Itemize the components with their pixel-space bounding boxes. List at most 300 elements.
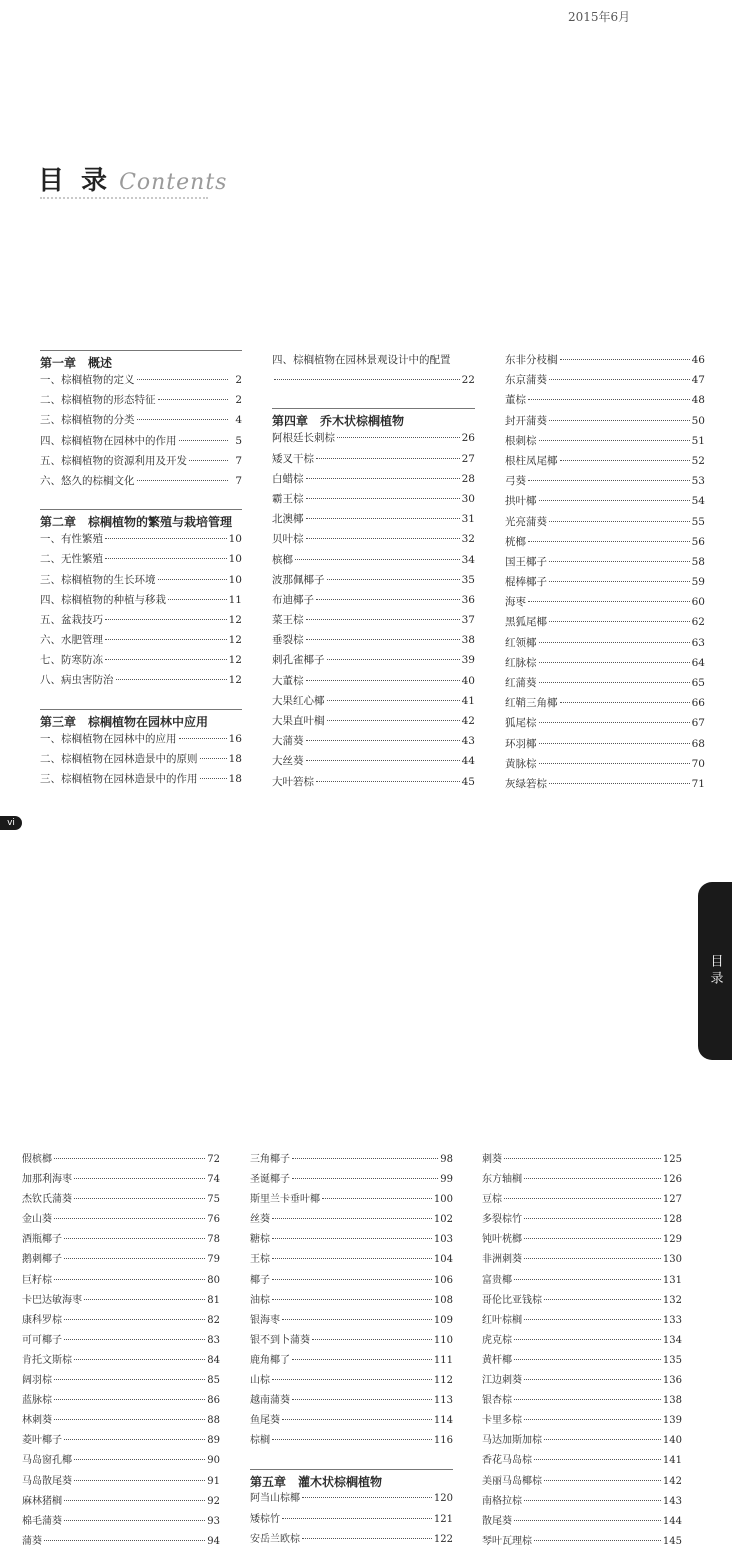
toc-entry[interactable]: [505, 411, 705, 431]
toc-entry[interactable]: [250, 1311, 453, 1331]
toc-entry[interactable]: [40, 431, 242, 451]
toc-entry[interactable]: [272, 650, 475, 670]
toc-entry[interactable]: [505, 693, 705, 713]
dot-leader: [54, 1399, 205, 1400]
toc-entry[interactable]: [272, 731, 475, 751]
dot-leader: [316, 781, 460, 782]
toc-entry-page: 34: [461, 553, 475, 566]
toc-entry-title: 六、水肥管理: [40, 634, 103, 647]
dot-leader: [292, 1158, 438, 1159]
toc-entry-title: 南格拉棕: [482, 1495, 522, 1507]
toc-entry[interactable]: [482, 1411, 682, 1431]
toc-entry[interactable]: [272, 469, 475, 489]
toc-entry-page: 116: [433, 1435, 453, 1447]
toc-entry[interactable]: [482, 1512, 682, 1532]
dot-leader: [544, 1480, 661, 1481]
toc-entry-title: 大丝葵: [272, 755, 304, 768]
toc-entry-title: 斯里兰卡垂叶椰: [250, 1194, 320, 1206]
toc-entry[interactable]: [250, 1391, 453, 1411]
dot-leader: [274, 379, 460, 380]
dot-leader: [549, 621, 690, 622]
toc-entry[interactable]: [505, 633, 705, 653]
toc-entry-page: 140: [662, 1435, 682, 1447]
toc-entry[interactable]: [22, 1311, 220, 1331]
toc-entry-title: 散尾葵: [482, 1515, 512, 1527]
toc-entry-page: 2: [235, 394, 242, 407]
toc-entry-title: 虎克棕: [482, 1334, 512, 1346]
dot-leader: [137, 419, 229, 420]
toc-entry[interactable]: [40, 451, 242, 471]
toc-entry[interactable]: [482, 1351, 682, 1371]
toc-entry[interactable]: [40, 370, 242, 390]
toc-entry[interactable]: [40, 630, 242, 650]
dot-leader: [544, 1299, 661, 1300]
toc-entry[interactable]: [505, 653, 705, 673]
dot-leader: [524, 1379, 661, 1380]
toc-entry-title: 狐尾棕: [505, 717, 537, 730]
dot-leader: [105, 538, 227, 539]
dot-leader: [54, 1158, 205, 1159]
toc-entry[interactable]: [40, 570, 242, 590]
toc-entry-page: 111: [433, 1354, 453, 1366]
chapter-heading[interactable]: 第三章 棕榈植物在园林中应用: [40, 709, 242, 729]
toc-entry-page: 31: [461, 513, 475, 526]
toc-entry[interactable]: [22, 1512, 220, 1532]
toc-entry-page: 7: [235, 454, 242, 467]
toc-entry-page: 139: [662, 1415, 682, 1427]
toc-entry[interactable]: [250, 1530, 453, 1546]
toc-entry[interactable]: [40, 590, 242, 610]
toc-entry[interactable]: [250, 1411, 453, 1431]
toc-entry[interactable]: [505, 774, 705, 794]
toc-entry[interactable]: [40, 410, 242, 430]
chapter-heading[interactable]: 第一章 概述: [40, 350, 242, 370]
toc-entry-page: 32: [461, 533, 475, 546]
dot-leader: [74, 1359, 205, 1360]
toc-entry-title: 大果红心椰: [272, 694, 325, 707]
toc-entry-title: 麻林猪榈: [22, 1495, 62, 1507]
toc-entry-page: 106: [433, 1274, 453, 1286]
toc-entry[interactable]: [505, 350, 705, 370]
toc-entry-title: 槟榔: [272, 553, 293, 566]
toc-entry[interactable]: [482, 1150, 682, 1170]
dot-leader: [64, 1500, 205, 1501]
toc-entry-title: 阿根廷长刺棕: [272, 432, 335, 445]
toc-entry-page: 83: [207, 1334, 220, 1346]
toc-entry[interactable]: [482, 1472, 682, 1492]
page-number-tab: vi: [0, 816, 22, 830]
toc-entry-page: 44: [461, 755, 475, 768]
dot-leader: [168, 599, 227, 600]
toc-entry[interactable]: [250, 1250, 453, 1270]
dot-leader: [539, 662, 690, 663]
dot-leader: [504, 1158, 661, 1159]
dot-leader: [549, 420, 690, 421]
toc-entry[interactable]: [22, 1271, 220, 1291]
toc-entry[interactable]: [505, 532, 705, 552]
dot-leader: [189, 460, 228, 461]
section-gap: [40, 691, 242, 703]
toc-entry-title: 大叶箬棕: [272, 775, 314, 788]
chapter-heading[interactable]: 第四章 乔木状棕榈植物: [272, 408, 475, 428]
dot-leader: [514, 1399, 661, 1400]
toc-entry-title: 刺孔雀椰子: [272, 654, 325, 667]
toc-entry[interactable]: [272, 428, 475, 448]
dot-leader: [179, 440, 229, 441]
toc-entry[interactable]: [250, 1190, 453, 1210]
toc-entry-page: 7: [235, 474, 242, 487]
toc-entry-title: 灰绿箬棕: [505, 777, 547, 790]
toc-entry[interactable]: [482, 1190, 682, 1210]
toc-entry-title: 马达加斯加棕: [482, 1435, 542, 1447]
toc-entry[interactable]: [482, 1371, 682, 1391]
toc-entry[interactable]: [505, 734, 705, 754]
dot-leader: [272, 1439, 432, 1440]
dot-leader: [137, 379, 229, 380]
toc-entry-page: 41: [461, 694, 475, 707]
toc-entry-title: 银不到卜蒲葵: [250, 1334, 310, 1346]
toc-entry-page: 79: [207, 1254, 220, 1266]
toc-entry[interactable]: [272, 489, 475, 509]
toc-entry[interactable]: [22, 1411, 220, 1431]
toc-entry[interactable]: [40, 610, 242, 630]
dot-leader: [312, 1339, 432, 1340]
toc-entry-title: 红叶棕榈: [482, 1314, 522, 1326]
toc-entry-page: 60: [691, 596, 705, 609]
toc-entry[interactable]: [250, 1271, 453, 1291]
toc-entry[interactable]: [250, 1210, 453, 1230]
toc-entry-title: 红鞘三角椰: [505, 697, 558, 710]
toc-entry[interactable]: [505, 370, 705, 390]
toc-entry[interactable]: [22, 1532, 220, 1546]
toc-entry-page: 37: [461, 614, 475, 627]
toc-entry[interactable]: [22, 1250, 220, 1270]
toc-entry[interactable]: [482, 1291, 682, 1311]
toc-entry[interactable]: [40, 650, 242, 670]
toc-entry[interactable]: [272, 590, 475, 610]
toc-entry-page: 28: [461, 472, 475, 485]
toc-entry[interactable]: [22, 1391, 220, 1411]
toc-entry[interactable]: [250, 1351, 453, 1371]
toc-entry-page: 112: [433, 1375, 453, 1387]
toc-entry[interactable]: [505, 491, 705, 511]
toc-entry-page: 99: [440, 1174, 453, 1186]
toc-entry-page: 68: [691, 737, 705, 750]
toc-entry[interactable]: [250, 1510, 453, 1530]
toc-entry-page: 16: [228, 732, 242, 745]
toc-entry[interactable]: [272, 671, 475, 691]
toc-entry-title: 阔羽棕: [22, 1375, 52, 1387]
dot-leader: [272, 1279, 432, 1280]
toc-entry[interactable]: [482, 1230, 682, 1250]
toc-entry[interactable]: [22, 1291, 220, 1311]
toc-entry-page: 48: [691, 394, 705, 407]
toc-entry[interactable]: [250, 1431, 453, 1451]
toc-entry-title: 康科罗棕: [22, 1314, 62, 1326]
toc-entry-page: 98: [440, 1154, 453, 1165]
toc-entry[interactable]: [272, 550, 475, 570]
toc-entry-title: 根刺棕: [505, 434, 537, 447]
toc-entry[interactable]: [482, 1532, 682, 1546]
dot-leader: [64, 1339, 205, 1340]
toc-entry[interactable]: [482, 1492, 682, 1512]
toc-entry-page: 64: [691, 656, 705, 669]
toc-entry-title: 糖棕: [250, 1234, 270, 1246]
toc-entry[interactable]: [40, 471, 242, 491]
toc-entry-title: 矮叉干棕: [272, 452, 314, 465]
toc-entry-title: 多裂棕竹: [482, 1214, 522, 1226]
toc-entry[interactable]: [482, 1170, 682, 1190]
dot-leader: [514, 1520, 661, 1521]
toc-entry[interactable]: [250, 1489, 453, 1509]
toc-entry-title: 二、无性繁殖: [40, 553, 103, 566]
toc-entry[interactable]: [250, 1150, 453, 1170]
dot-leader: [534, 1540, 661, 1541]
toc-entry[interactable]: [40, 549, 242, 569]
dot-leader: [306, 760, 460, 761]
toc-column-6: [482, 1150, 682, 1546]
toc-entry[interactable]: [272, 691, 475, 711]
toc-entry[interactable]: [272, 370, 475, 390]
toc-entry[interactable]: [505, 713, 705, 733]
dot-leader: [74, 1198, 205, 1199]
dot-leader: [534, 1459, 661, 1460]
toc-entry[interactable]: [482, 1431, 682, 1451]
toc-entry[interactable]: [482, 1331, 682, 1351]
dot-leader: [64, 1520, 205, 1521]
dot-leader: [306, 498, 460, 499]
toc-column-2: [272, 350, 475, 792]
toc-entry-page: 109: [433, 1314, 453, 1326]
toc-entry-title: 加那利海枣: [22, 1174, 72, 1186]
toc-entry[interactable]: [22, 1331, 220, 1351]
toc-entry-page: 127: [662, 1194, 682, 1206]
dot-leader: [64, 1238, 205, 1239]
dot-leader: [327, 700, 460, 701]
toc-entry-title: 黄杆椰: [482, 1354, 512, 1366]
toc-entry-page: 18: [228, 773, 242, 785]
toc-entry[interactable]: [40, 769, 242, 789]
toc-entry-title: 黑狐尾椰: [505, 616, 547, 629]
toc-entry-title: 巨籽棕: [22, 1274, 52, 1286]
toc-entry[interactable]: [505, 552, 705, 572]
section-gap: [250, 1451, 453, 1463]
dot-leader: [74, 1480, 205, 1481]
toc-entry-title: 大果直叶榈: [272, 715, 325, 727]
toc-entry[interactable]: [22, 1431, 220, 1451]
toc-entry[interactable]: [40, 670, 242, 690]
toc-entry[interactable]: [22, 1371, 220, 1391]
toc-entry-title: 八、病虫害防治: [40, 674, 114, 687]
dot-leader: [54, 1419, 205, 1420]
toc-entry[interactable]: [22, 1451, 220, 1471]
toc-entry-page: 89: [207, 1435, 220, 1447]
toc-entry[interactable]: [250, 1331, 453, 1351]
toc-entry[interactable]: [505, 754, 705, 774]
toc-entry[interactable]: [250, 1291, 453, 1311]
toc-entry-page: 130: [662, 1254, 682, 1266]
toc-entry[interactable]: [272, 711, 475, 731]
toc-entry[interactable]: [250, 1170, 453, 1190]
dot-leader: [322, 1198, 432, 1199]
toc-entry[interactable]: [505, 431, 705, 451]
toc-entry-page: 102: [433, 1214, 453, 1226]
dot-leader: [504, 1198, 661, 1199]
dot-leader: [272, 1299, 432, 1300]
toc-entry-title: 越南蒲葵: [250, 1395, 290, 1407]
toc-entry-page: 62: [691, 616, 705, 629]
toc-entry-title: 二、棕榈植物的形态特征: [40, 394, 156, 407]
toc-entry[interactable]: [272, 509, 475, 529]
toc-entry-title: 金山葵: [22, 1214, 52, 1226]
toc-entry-page: 110: [433, 1334, 453, 1346]
toc-entry[interactable]: [22, 1170, 220, 1190]
toc-entry[interactable]: [482, 1210, 682, 1230]
toc-entry[interactable]: [272, 751, 475, 771]
toc-entry[interactable]: [250, 1230, 453, 1250]
toc-entry[interactable]: [482, 1311, 682, 1331]
dot-leader: [292, 1359, 432, 1360]
toc-entry-title: 北澳椰: [272, 513, 304, 526]
toc-entry-page: 10: [228, 573, 242, 586]
toc-entry-page: 128: [662, 1214, 682, 1226]
toc-entry-title: 矮棕竹: [250, 1513, 280, 1525]
toc-entry[interactable]: [22, 1150, 220, 1170]
toc-entry[interactable]: [482, 1271, 682, 1291]
toc-entry-page: 88: [207, 1415, 220, 1427]
toc-entry-page: 4: [235, 414, 242, 427]
dot-leader: [549, 581, 690, 582]
toc-entry-page: 36: [461, 593, 475, 606]
toc-entry[interactable]: [250, 1371, 453, 1391]
toc-entry-title: 六、悠久的棕榈文化: [40, 474, 135, 487]
toc-entry[interactable]: [22, 1351, 220, 1371]
toc-entry[interactable]: [482, 1250, 682, 1270]
toc-entry-page: 92: [207, 1495, 220, 1507]
toc-entry-page: 47: [691, 374, 705, 387]
toc-entry[interactable]: [40, 390, 242, 410]
toc-entry-title: 二、棕榈植物在园林造景中的原则: [40, 752, 198, 765]
dot-leader: [292, 1399, 432, 1400]
toc-entry-page: 84: [207, 1354, 220, 1366]
dot-leader: [539, 743, 690, 744]
toc-entry-page: 145: [662, 1535, 682, 1546]
toc-entry-title: 琴叶瓦理棕: [482, 1535, 532, 1546]
title-rule: [40, 197, 208, 199]
dot-leader: [306, 619, 460, 620]
dot-leader: [524, 1218, 661, 1219]
toc-entry-title: 东非分枝榈: [505, 354, 558, 366]
toc-entry-title: 马岛散尾葵: [22, 1475, 72, 1487]
toc-entry-title: 三角椰子: [250, 1154, 290, 1165]
toc-entry[interactable]: [505, 512, 705, 532]
toc-entry[interactable]: [505, 592, 705, 612]
dot-leader: [282, 1319, 432, 1320]
toc-entry-page: 35: [461, 573, 475, 586]
toc-entry[interactable]: [272, 772, 475, 792]
toc-entry[interactable]: [272, 350, 475, 370]
toc-entry-page: 143: [662, 1495, 682, 1507]
toc-entry-page: 100: [433, 1194, 453, 1206]
toc-entry[interactable]: [272, 449, 475, 469]
dot-leader: [116, 679, 227, 680]
toc-entry-page: 12: [228, 634, 242, 647]
toc-entry-page: 26: [461, 432, 475, 445]
toc-entry[interactable]: [40, 749, 242, 769]
toc-entry[interactable]: [272, 630, 475, 650]
toc-entry-title: 安岳兰欧棕: [250, 1533, 300, 1545]
toc-entry[interactable]: [22, 1210, 220, 1230]
dot-leader: [272, 1218, 432, 1219]
dot-leader: [306, 538, 460, 539]
toc-entry[interactable]: [22, 1492, 220, 1512]
toc-entry[interactable]: [505, 390, 705, 410]
toc-entry[interactable]: [40, 729, 242, 749]
toc-entry[interactable]: [505, 673, 705, 693]
toc-entry-title: 丝葵: [250, 1214, 270, 1226]
toc-entry[interactable]: [40, 529, 242, 549]
dot-leader: [524, 1238, 661, 1239]
dot-leader: [306, 518, 460, 519]
dot-leader: [306, 740, 460, 741]
toc-entry[interactable]: [272, 610, 475, 630]
toc-entry[interactable]: [505, 451, 705, 471]
toc-entry-page: 93: [207, 1515, 220, 1527]
toc-entry-title: 大董棕: [272, 674, 304, 687]
toc-entry-page: 113: [433, 1395, 453, 1407]
toc-entry[interactable]: [505, 612, 705, 632]
dot-leader: [514, 1279, 661, 1280]
toc-entry-title: 海枣: [505, 596, 526, 609]
toc-entry[interactable]: [22, 1472, 220, 1492]
toc-entry[interactable]: [482, 1451, 682, 1471]
toc-entry-title: 非洲刺葵: [482, 1254, 522, 1266]
toc-entry[interactable]: [22, 1190, 220, 1210]
toc-entry[interactable]: [22, 1230, 220, 1250]
dot-leader: [54, 1279, 205, 1280]
toc-entry-title: 贝叶棕: [272, 533, 304, 546]
toc-entry[interactable]: [272, 529, 475, 549]
dot-leader: [200, 758, 227, 759]
toc-entry-title: 垂裂棕: [272, 634, 304, 647]
toc-entry[interactable]: [505, 471, 705, 491]
toc-entry[interactable]: [505, 572, 705, 592]
dot-leader: [316, 599, 460, 600]
toc-entry-page: 141: [662, 1455, 682, 1467]
chapter-heading[interactable]: 第五章 灌木状棕榈植物: [250, 1469, 453, 1489]
dot-leader: [272, 1238, 432, 1239]
dot-leader: [549, 561, 690, 562]
dot-leader: [272, 1379, 432, 1380]
dot-leader: [64, 1439, 205, 1440]
toc-entry-page: 90: [207, 1455, 220, 1467]
toc-entry[interactable]: [272, 570, 475, 590]
toc-entry-title: 四、棕榈植物在园林中的作用: [40, 434, 177, 447]
toc-entry-page: 122: [433, 1533, 453, 1545]
dot-leader: [105, 639, 227, 640]
toc-entry-title: 鹅刺椰子: [22, 1254, 62, 1266]
dot-leader: [524, 1178, 661, 1179]
chapter-heading[interactable]: 第二章 棕榈植物的繁殖与栽培管理: [40, 509, 242, 529]
dot-leader: [105, 619, 227, 620]
toc-entry[interactable]: [482, 1391, 682, 1411]
toc-entry-title: 弓葵: [505, 475, 526, 488]
dot-leader: [560, 359, 690, 360]
toc-entry-page: 74: [207, 1174, 220, 1186]
toc-entry-title: 白蜡棕: [272, 472, 304, 485]
toc-entry-title: 东方轴榈: [482, 1174, 522, 1186]
toc-entry-title: 五、盆栽技巧: [40, 613, 103, 626]
